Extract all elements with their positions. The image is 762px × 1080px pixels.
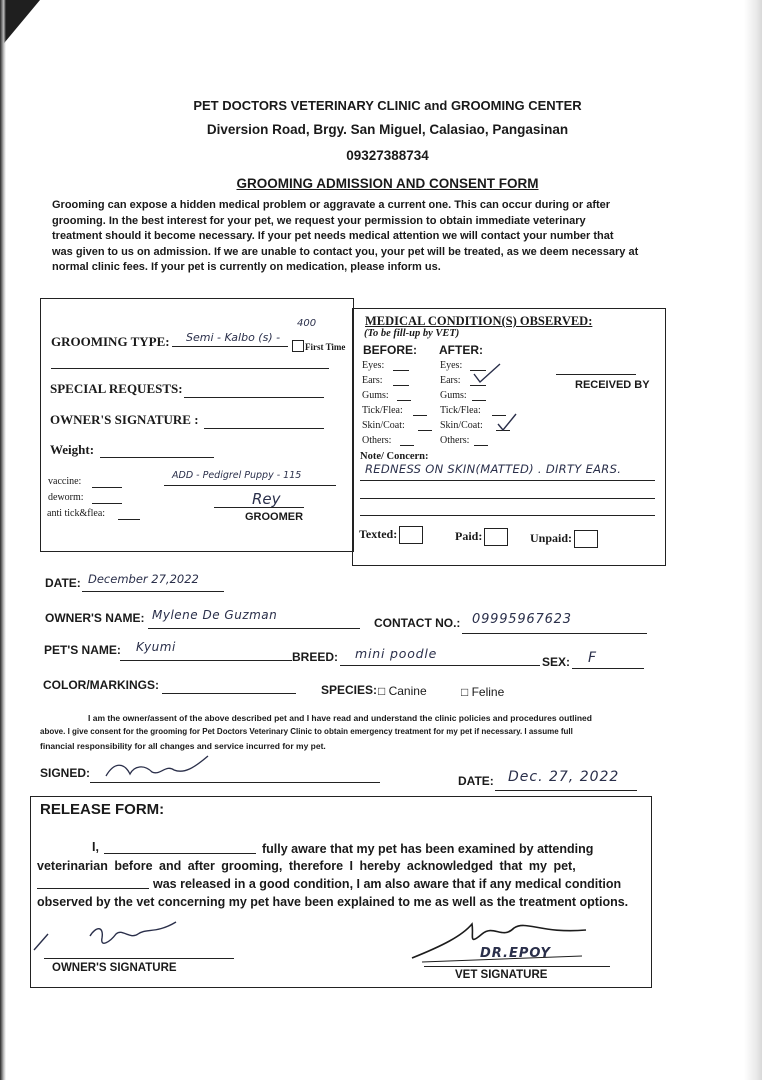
canine-checkbox[interactable]: □ <box>378 684 386 698</box>
weight-line[interactable] <box>100 457 214 458</box>
contact-line <box>462 633 647 634</box>
first-time-checkbox[interactable] <box>292 340 304 352</box>
before-others-line[interactable] <box>400 445 414 446</box>
paid-checkbox[interactable] <box>484 528 508 546</box>
species-label: SPECIES: <box>321 683 378 697</box>
after-gums: Gums: <box>440 390 467 401</box>
note-value: REDNESS ON SKIN(MATTED) . DIRTY EARS. <box>365 462 622 476</box>
before-ears-line[interactable] <box>393 385 409 386</box>
after-eyes: Eyes: <box>440 360 463 371</box>
scan-edge-shadow <box>0 0 6 1080</box>
received-by-label: RECEIVED BY <box>575 379 650 391</box>
sex-line <box>572 668 644 669</box>
release-line3-end: was released in a good condition, I am also aware that if any medical condition <box>153 877 622 891</box>
addon-value: ADD - Pedigrel Puppy - 115 <box>172 470 302 481</box>
signed-line[interactable] <box>90 782 380 783</box>
release-owner-signature-label: OWNER'S SIGNATURE <box>52 962 177 974</box>
before-label: BEFORE: <box>363 343 417 357</box>
intro-line: Grooming can expose a hidden medical problem or aggravate a current one. This can occur during or after <box>52 199 611 211</box>
owner-name-line <box>148 628 360 629</box>
note-label: Note/ Concern: <box>360 451 429 462</box>
groomer-name: Rey <box>252 490 281 508</box>
first-time-label: First Time <box>305 342 346 352</box>
ears-check-icon <box>472 362 502 384</box>
owner-signature-label: OWNER'S SIGNATURE : <box>50 412 199 427</box>
grooming-type-line-2 <box>51 368 329 369</box>
intro-line: treatment should it become necessary. If your pet needs medical attention we will contact your number that <box>52 230 614 242</box>
clinic-phone: 09327388734 <box>346 148 429 163</box>
deworm-line[interactable] <box>92 503 122 504</box>
note-line-2 <box>360 498 655 499</box>
after-label: AFTER: <box>439 343 483 357</box>
clinic-address: Diversion Road, Brgy. San Miguel, Calasiao, Pangasinan <box>206 122 569 137</box>
before-gums-line[interactable] <box>397 400 411 401</box>
before-skin-line[interactable] <box>418 430 432 431</box>
release-line1-end: fully aware that my pet has been examined by attending <box>262 842 594 856</box>
owner-signature-line[interactable] <box>204 428 324 429</box>
page-edge <box>744 0 762 1080</box>
grooming-type-line <box>172 346 288 347</box>
consent-line: above. I give consent for the grooming for Pet Doctors Veterinary Clinic to obtain emergency treatment for my pet if necessary. I assume full <box>40 727 573 736</box>
release-line2: veterinarian before and after grooming, therefore I hereby acknowledged that my pet, <box>37 859 576 873</box>
release-owner-signature-line[interactable] <box>44 958 234 959</box>
before-skin-coat: Skin/Coat: <box>362 420 405 431</box>
special-requests-line[interactable] <box>184 397 324 398</box>
grooming-type-label: GROOMING TYPE: <box>51 334 170 349</box>
special-requests-label: SPECIAL REQUESTS: <box>50 381 183 396</box>
release-line4: observed by the vet concerning my pet have been explained to me as well as the treatment options. <box>37 895 629 909</box>
received-by-line[interactable] <box>556 374 636 375</box>
skin-check-icon <box>496 412 518 432</box>
vaccine-line[interactable] <box>92 487 122 488</box>
after-skin-coat: Skin/Coat: <box>440 420 483 431</box>
addon-line <box>164 485 336 486</box>
after-others-line[interactable] <box>474 445 488 446</box>
anti-tick-line[interactable] <box>118 519 140 520</box>
texted-label: Texted: <box>359 526 423 544</box>
groomer-line <box>214 507 304 508</box>
form-title: GROOMING ADMISSION AND CONSENT FORM <box>236 176 539 191</box>
weight-label: Weight: <box>50 442 95 457</box>
vet-signature-line[interactable] <box>424 966 610 967</box>
unpaid-label: Unpaid: <box>530 530 598 548</box>
grooming-type-value[interactable]: Semi - Kalbo (s) - <box>186 331 281 344</box>
scan-corner-shadow <box>0 0 40 48</box>
consent-date-label: DATE: <box>458 774 494 788</box>
unpaid-checkbox[interactable] <box>574 530 598 548</box>
after-tick-flea: Tick/Flea: <box>440 405 481 416</box>
color-markings-line[interactable] <box>162 693 296 694</box>
intro-line: normal clinic fees. If your pet is currently on medication, please inform us. <box>52 261 441 273</box>
feline-option[interactable]: □ Feline <box>461 685 505 699</box>
sex-label: SEX: <box>542 655 571 669</box>
consent-date-line <box>495 790 637 791</box>
vet-signature-label: VET SIGNATURE <box>455 969 548 981</box>
before-ears: Ears: <box>362 375 383 386</box>
after-ears: Ears: <box>440 375 461 386</box>
price-note: 400 <box>297 318 317 329</box>
owner-signature-icon <box>104 752 214 782</box>
date-line <box>82 591 224 592</box>
consent-date-value[interactable]: Dec. 27, 2022 <box>508 769 620 785</box>
paid-label: Paid: <box>455 528 508 546</box>
release-pet-line[interactable] <box>37 888 149 889</box>
breed-value[interactable]: mini poodle <box>355 646 438 661</box>
feline-checkbox[interactable]: □ <box>461 685 469 699</box>
before-tick-flea: Tick/Flea: <box>362 405 403 416</box>
release-title: RELEASE FORM: <box>40 801 165 818</box>
note-line-3 <box>360 515 655 516</box>
before-eyes: Eyes: <box>362 360 385 371</box>
texted-checkbox[interactable] <box>399 526 423 544</box>
clinic-name: PET DOCTORS VETERINARY CLINIC and GROOMING CENTER <box>193 98 582 113</box>
canine-option[interactable]: □ Canine <box>378 684 427 698</box>
after-gums-line[interactable] <box>472 400 486 401</box>
owner-name-value[interactable]: Mylene De Guzman <box>152 608 278 622</box>
breed-line <box>340 665 540 666</box>
contact-value[interactable]: 09995967623 <box>472 612 572 627</box>
vet-stamp: DR.EPOY <box>480 946 551 961</box>
date-label: DATE: <box>45 576 81 590</box>
release-owner-signature-icon <box>30 920 180 956</box>
medical-title: MEDICAL CONDITION(S) OBSERVED: <box>365 314 593 328</box>
medical-subtitle: (To be fill-up by VET) <box>364 328 460 339</box>
breed-label: BREED: <box>292 650 339 664</box>
pet-name-value[interactable]: Kyumi <box>136 640 176 654</box>
owner-name-label: OWNER'S NAME: <box>45 611 145 625</box>
anti-tick-label: anti tick&flea: <box>47 508 106 519</box>
date-value[interactable]: December 27,2022 <box>88 572 199 586</box>
before-gums: Gums: <box>362 390 389 401</box>
intro-line: was given to us on admission. If we are unable to contact you, your pet will be treated, as we deem necessary at <box>52 245 639 258</box>
consent-line: I am the owner/assent of the above described pet and I have read and understand the clinic policies and procedures outlined <box>88 713 592 723</box>
after-others: Others: <box>440 435 470 446</box>
sex-value[interactable]: F <box>588 650 597 666</box>
release-name-line[interactable] <box>104 853 256 854</box>
intro-paragraph <box>52 198 662 276</box>
before-tick-line[interactable] <box>413 415 427 416</box>
contact-label: CONTACT NO.: <box>374 616 461 630</box>
vaccine-label: vaccine: <box>48 476 82 487</box>
intro-line: grooming. In the best interest for your pet, we request your permission to obtain immediate veterinary <box>52 214 586 227</box>
before-eyes-line[interactable] <box>393 370 409 371</box>
note-line-1 <box>360 480 655 481</box>
pet-name-label: PET'S NAME: <box>44 643 121 657</box>
pet-name-line <box>120 660 292 661</box>
groomer-label: GROOMER <box>245 511 304 523</box>
signed-label: SIGNED: <box>40 766 91 780</box>
after-ears-line[interactable] <box>470 385 486 386</box>
color-markings-label: COLOR/MARKINGS: <box>43 678 159 692</box>
release-line1-start: I, <box>92 840 99 854</box>
consent-line: financial responsibility for all changes and service incurred for my pet. <box>40 741 326 751</box>
before-others: Others: <box>362 435 392 446</box>
deworm-label: deworm: <box>48 492 84 503</box>
